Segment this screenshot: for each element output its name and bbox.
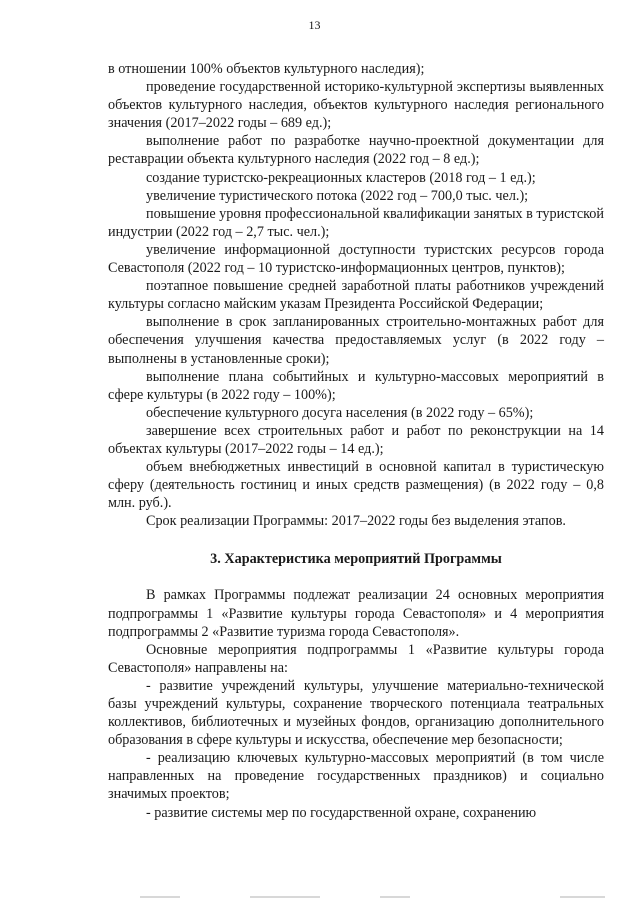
list-item: - развитие учреждений культуры, улучшение материально-технической базы учреждений культуры, сохранение творческого потенциала театральных коллективов, библиотечных и музейных фондов, организацию дополнительного образования в сфере культуры и искусства, обеспечение мер безопасности; [108, 677, 604, 749]
list-item: - реализацию ключевых культурно-массовых мероприятий (в том числе направленных на проведение государственных праздников) и социально значимых проектов; [108, 750, 604, 803]
paragraph: выполнение плана событийных и культурно-массовых мероприятий в сфере культуры (в 2022 году – 100%); [108, 368, 604, 403]
paragraph: объем внебюджетных инвестиций в основной капитал в туристическую сферу (деятельность гостиниц и иных средств размещения) (в 2022 году – 0,8 млн. руб.). [108, 459, 604, 512]
section-heading: 3. Характеристика мероприятий Программы [210, 551, 502, 568]
paragraph: выполнение в срок запланированных строительно-монтажных работ для обеспечения улучшения качества предоставляемых услуг (в 2022 году – выполнены в установленные сроки); [108, 314, 604, 367]
paragraph: проведение государственной историко-культурной экспертизы выявленных объектов культурного наследия, объектов культурного наследия регионального значения (2017–2022 годы – 689 ед.); [108, 79, 604, 132]
paragraph: Основные мероприятия подпрограммы 1 «Развитие культуры города Севастополя» направлены на: [108, 641, 604, 676]
document-body [108, 60, 604, 822]
scan-bleed-marks [0, 890, 629, 905]
page-number: 13 [308, 18, 321, 32]
paragraph: выполнение работ по разработке научно-проектной документации для реставрации объекта культурного наследия (2022 год – 8 ед.); [108, 133, 604, 168]
paragraph: завершение всех строительных работ и работ по реконструкции на 14 объектах культуры (2017–2022 годы – 14 ед.); [108, 422, 604, 457]
paragraph: увеличение информационной доступности туристских ресурсов города Севастополя (2022 год – 10 туристско-информационных центров, пунктов); [108, 241, 604, 277]
paragraph: повышение уровня профессиональной квалификации занятых в туристской индустрии (2022 год – 2,7 тыс. чел.); [108, 205, 604, 240]
list-item: - развитие системы мер по государственной охране, сохранению [146, 804, 537, 821]
paragraph: В рамках Программы подлежат реализации 24 основных мероприятия подпрограммы 1 «Развитие культуры города Севастополя» и 4 мероприятия подпрограммы 2 «Развитие туризма города Севастополя». [108, 587, 604, 640]
measures-section [108, 586, 604, 821]
paragraph: поэтапное повышение средней заработной платы работников учреждений культуры согласно майским указам Президента Российской Федерации; [108, 278, 604, 313]
paragraph: Срок реализации Программы: 2017–2022 годы без выделения этапов. [146, 513, 566, 530]
goals-list [108, 60, 604, 530]
paragraph: создание туристско-рекреационных кластеров (2018 год – 1 ед.); [146, 169, 536, 186]
paragraph: обеспечение культурного досуга населения (в 2022 году – 65%); [146, 404, 534, 421]
paragraph: увеличение туристического потока (2022 год – 700,0 тыс. чел.); [146, 187, 529, 204]
paragraph: в отношении 100% объектов культурного наследия); [108, 61, 425, 77]
